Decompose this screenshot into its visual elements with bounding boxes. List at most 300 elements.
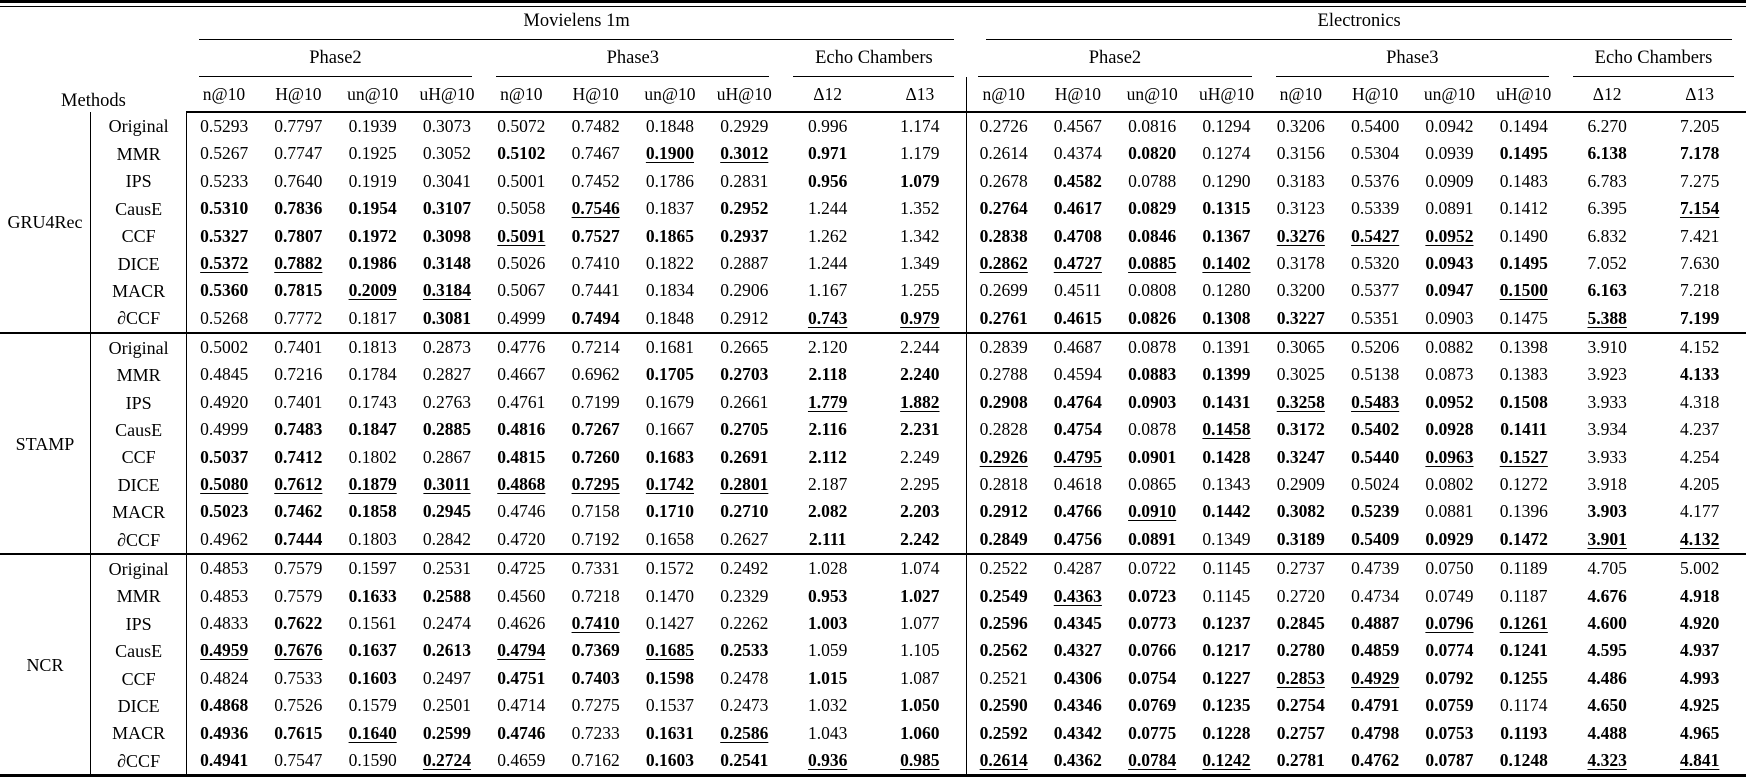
- metric-value-emphasis: 1.015: [807, 667, 848, 688]
- table-cell: [1264, 305, 1338, 333]
- table-cell: 7.052: [1587, 252, 1627, 273]
- table-cell: 0.1490: [1499, 225, 1548, 246]
- metric-value-emphasis: 0.2838: [979, 225, 1028, 246]
- table-cell: [187, 720, 261, 747]
- metric-value-emphasis: 0.971: [807, 143, 848, 164]
- table-cell: 0.7467: [571, 143, 620, 164]
- table-cell: [1041, 444, 1115, 471]
- metric-value-emphasis: 0.1508: [1499, 391, 1548, 412]
- metric-value-emphasis: 0.2845: [1276, 612, 1325, 633]
- table-cell: [707, 416, 781, 443]
- table-cell: 0.4659: [497, 749, 546, 770]
- metric-value-emphasis: 0.1248: [1499, 749, 1548, 770]
- metric-value-emphasis: 0.0929: [1425, 528, 1474, 549]
- metric-value-emphasis: 0.2596: [979, 612, 1028, 633]
- table-cell: 0.2329: [720, 585, 769, 606]
- metric-value-emphasis: 0.0901: [1128, 446, 1177, 467]
- metric-value-emphasis: 0.3107: [422, 198, 472, 219]
- table-cell: [1412, 389, 1486, 416]
- metric-value-emphasis: 0.4936: [200, 722, 249, 743]
- table-cell: 0.2497: [422, 667, 472, 688]
- table-cell: 0.0909: [1425, 170, 1474, 191]
- table-cell: 0.4687: [1041, 333, 1115, 361]
- phase2-header-ml: [187, 40, 484, 77]
- metric-value-emphasis: 4.918: [1679, 585, 1720, 606]
- method-label: CausE: [90, 637, 186, 664]
- table-cell: 0.7579: [274, 585, 323, 606]
- metric-value-emphasis: 4.937: [1679, 640, 1720, 661]
- table-cell: [1041, 583, 1115, 610]
- metric-value-emphasis: 0.1431: [1202, 391, 1251, 412]
- results-table: [0, 7, 1746, 774]
- metric-value-emphasis: 0.5360: [200, 280, 249, 301]
- metric-value-emphasis: 0.4798: [1351, 722, 1400, 743]
- table-cell: [633, 747, 707, 774]
- method-label: ∂CCF: [90, 305, 186, 333]
- metric-value-emphasis: 0.3172: [1276, 419, 1325, 440]
- table-cell: [966, 747, 1040, 774]
- table-cell: [874, 168, 966, 195]
- metric-value-emphasis: 0.5102: [497, 143, 546, 164]
- method-label: MACR: [90, 498, 186, 525]
- table-cell: 0.2665: [707, 333, 781, 361]
- metric-value-emphasis: 0.4582: [1053, 170, 1102, 191]
- table-cell: 0.7797: [274, 115, 323, 136]
- table-cell: [1487, 416, 1561, 443]
- metric-header: uH@10: [1189, 77, 1263, 112]
- table-cell: [558, 665, 632, 692]
- metric-header: Δ13: [1653, 77, 1746, 112]
- table-cell: [966, 692, 1040, 719]
- table-cell: [1561, 583, 1653, 610]
- metric-value-emphasis: 0.7462: [274, 501, 323, 522]
- table-cell: [1115, 720, 1189, 747]
- table-cell: [633, 362, 707, 389]
- metric-value-emphasis: 0.2926: [979, 446, 1028, 467]
- table-cell: [1653, 637, 1746, 664]
- metric-value-emphasis: 0.2780: [1276, 640, 1325, 661]
- table-cell: 0.3206: [1276, 115, 1325, 136]
- table-cell: [1412, 526, 1486, 554]
- table-cell: [1561, 526, 1653, 554]
- method-label: MMR: [90, 140, 186, 167]
- metric-header: n@10: [187, 77, 261, 112]
- table-cell: 0.3065: [1264, 333, 1338, 361]
- table-cell: 0.0891: [1425, 198, 1474, 219]
- table-cell: [1264, 747, 1338, 774]
- metric-header: un@10: [335, 77, 409, 112]
- metric-value-emphasis: 0.4751: [497, 667, 546, 688]
- metric-value-emphasis: 0.0723: [1128, 585, 1177, 606]
- metric-value-emphasis: 0.5409: [1351, 528, 1400, 549]
- metric-value-emphasis: 0.7267: [571, 419, 620, 440]
- table-cell: [1189, 692, 1263, 719]
- table-cell: [1189, 498, 1263, 525]
- table-cell: 0.7640: [274, 170, 323, 191]
- table-cell: 7.218: [1679, 280, 1720, 301]
- table-cell: [1264, 444, 1338, 471]
- table-cell: 0.7233: [571, 722, 620, 743]
- table-cell: 0.4567: [1053, 115, 1102, 136]
- metric-value-emphasis: 0.0952: [1425, 391, 1474, 412]
- table-cell: [1653, 140, 1746, 167]
- table-cell: 0.5058: [497, 198, 546, 219]
- table-cell: [558, 305, 632, 333]
- dataset-movielens-label: Movielens 1m: [199, 11, 955, 40]
- method-label: IPS: [90, 610, 186, 637]
- metric-value-emphasis: 0.4306: [1053, 667, 1102, 688]
- table-cell: 0.2627: [720, 528, 769, 549]
- table-cell: [781, 140, 873, 167]
- metric-value-emphasis: 0.0769: [1128, 695, 1177, 716]
- method-label: MMR: [90, 583, 186, 610]
- table-cell: [1561, 140, 1653, 167]
- metric-value-emphasis: 0.2710: [720, 501, 769, 522]
- table-cell: 0.2873: [410, 333, 484, 361]
- table-cell: 0.5067: [497, 280, 546, 301]
- metric-value-emphasis: 0.0773: [1128, 612, 1177, 633]
- metric-value-emphasis: 0.4727: [1053, 252, 1102, 273]
- table-cell: [335, 277, 409, 304]
- metric-header: uH@10: [1487, 77, 1561, 112]
- table-cell: 0.1145: [1189, 554, 1263, 582]
- table-cell: [966, 583, 1040, 610]
- metric-value-emphasis: 0.7615: [274, 722, 323, 743]
- table-cell: [187, 195, 261, 222]
- metric-value-emphasis: 0.0903: [1128, 391, 1177, 412]
- metric-value-emphasis: 0.4615: [1053, 307, 1102, 328]
- metric-value-emphasis: 0.3189: [1276, 528, 1325, 549]
- metric-value-emphasis: 4.676: [1587, 585, 1627, 606]
- table-cell: [1338, 720, 1412, 747]
- table-cell: [484, 720, 558, 747]
- table-cell: [1115, 692, 1189, 719]
- metric-value-emphasis: 0.5310: [200, 198, 249, 219]
- table-cell: 0.2818: [966, 471, 1040, 498]
- table-cell: 0.7410: [571, 252, 620, 273]
- table-cell: [261, 416, 335, 443]
- metric-value-emphasis: 0.4794: [497, 640, 546, 661]
- table-cell: [261, 720, 335, 747]
- table-cell: [558, 223, 632, 250]
- table-cell: [633, 444, 707, 471]
- table-cell: [966, 720, 1040, 747]
- metric-value-emphasis: 1.779: [807, 391, 848, 412]
- table-cell: [1487, 277, 1561, 304]
- table-cell: 0.1786: [645, 170, 695, 191]
- metric-value-emphasis: 3.901: [1587, 528, 1627, 549]
- table-cell: 0.5320: [1351, 252, 1400, 273]
- table-cell: [1264, 692, 1338, 719]
- table-cell: [484, 444, 558, 471]
- table-cell: 0.7199: [571, 391, 620, 412]
- metric-value-emphasis: 0.5427: [1351, 225, 1400, 246]
- metric-value-emphasis: 0.3012: [720, 143, 769, 164]
- table-cell: [1115, 583, 1189, 610]
- table-cell: [966, 526, 1040, 554]
- table-cell: 0.5138: [1351, 364, 1400, 385]
- model-group-label: GRU4Rec: [0, 112, 90, 333]
- metric-value-emphasis: 4.132: [1679, 528, 1720, 549]
- table-cell: 0.4618: [1053, 474, 1102, 495]
- method-label: CCF: [90, 665, 186, 692]
- table-cell: [781, 665, 873, 692]
- metric-value-emphasis: 7.178: [1679, 143, 1720, 164]
- metric-value-emphasis: 0.0820: [1128, 143, 1177, 164]
- table-cell: 0.1925: [348, 143, 397, 164]
- metric-value-emphasis: 0.4708: [1053, 225, 1102, 246]
- table-cell: [707, 471, 781, 498]
- metric-value-emphasis: 0.1954: [348, 198, 397, 219]
- table-cell: 0.4734: [1351, 585, 1400, 606]
- metric-header: H@10: [261, 77, 335, 112]
- table-cell: [1264, 720, 1338, 747]
- dataset-header-electronics: [966, 7, 1746, 40]
- table-cell: 0.5206: [1338, 333, 1412, 361]
- table-cell: [966, 305, 1040, 333]
- table-cell: [781, 747, 873, 774]
- table-cell: [1189, 305, 1263, 333]
- table-cell: [335, 720, 409, 747]
- method-label: Original: [90, 333, 186, 361]
- table-cell: [707, 223, 781, 250]
- metric-value-emphasis: 0.1495: [1499, 252, 1548, 273]
- table-cell: [1041, 610, 1115, 637]
- metric-value-emphasis: 0.2541: [720, 749, 769, 770]
- table-cell: [781, 305, 873, 333]
- table-cell: [966, 610, 1040, 637]
- table-cell: 4.177: [1679, 501, 1720, 522]
- metric-value-emphasis: 0.4868: [497, 474, 546, 495]
- table-cell: 0.7401: [274, 391, 323, 412]
- table-cell: 0.2473: [720, 695, 769, 716]
- table-cell: [1561, 305, 1653, 333]
- metric-value-emphasis: 0.1631: [645, 722, 695, 743]
- table-cell: 0.7158: [571, 501, 620, 522]
- metric-value-emphasis: 2.082: [807, 501, 848, 522]
- table-cell: [335, 416, 409, 443]
- table-cell: 0.1280: [1202, 280, 1251, 301]
- metric-value-emphasis: 0.0796: [1425, 612, 1474, 633]
- metric-value-emphasis: 0.7260: [571, 446, 620, 467]
- table-cell: [410, 305, 484, 333]
- table-cell: 0.7533: [274, 667, 323, 688]
- table-cell: [1041, 747, 1115, 774]
- table-cell: [707, 195, 781, 222]
- metric-value-emphasis: 0.1705: [645, 364, 695, 385]
- table-cell: [781, 526, 873, 554]
- method-label: IPS: [90, 389, 186, 416]
- table-cell: [1041, 692, 1115, 719]
- table-cell: 0.4560: [497, 585, 546, 606]
- table-cell: [1115, 223, 1189, 250]
- metric-value-emphasis: 4.323: [1587, 749, 1627, 770]
- table-cell: [484, 416, 558, 443]
- table-cell: [187, 692, 261, 719]
- metric-value-emphasis: 0.3247: [1276, 446, 1325, 467]
- metric-value-emphasis: 0.5023: [200, 501, 249, 522]
- table-cell: [1264, 498, 1338, 525]
- table-cell: [484, 665, 558, 692]
- table-cell: 0.4853: [187, 554, 261, 582]
- table-cell: [1115, 610, 1189, 637]
- table-cell: [261, 223, 335, 250]
- table-cell: [187, 747, 261, 774]
- table-cell: 0.1483: [1499, 170, 1548, 191]
- table-cell: [410, 195, 484, 222]
- metric-value-emphasis: 0.7412: [274, 446, 323, 467]
- table-cell: [781, 444, 873, 471]
- table-cell: 0.7275: [571, 695, 620, 716]
- header-row-datasets: [0, 7, 1746, 40]
- metric-value-emphasis: 7.154: [1679, 198, 1720, 219]
- table-cell: [1653, 362, 1746, 389]
- table-cell: 0.4962: [200, 528, 249, 549]
- table-cell: [1561, 720, 1653, 747]
- metric-value-emphasis: 0.1261: [1499, 612, 1548, 633]
- metric-value-emphasis: 0.3098: [422, 225, 472, 246]
- table-cell: 0.4776: [484, 333, 558, 361]
- table-cell: 1.174: [900, 115, 940, 136]
- phase2-header-el: [966, 40, 1263, 77]
- table-cell: [484, 637, 558, 664]
- metric-value-emphasis: 4.595: [1587, 640, 1627, 661]
- table-cell: [1653, 747, 1746, 774]
- table-cell: 0.7452: [571, 170, 620, 191]
- echo-chambers-header-ml: [781, 40, 966, 77]
- table-cell: 0.4667: [497, 364, 546, 385]
- table-cell: 3.934: [1587, 419, 1627, 440]
- table-cell: 0.4374: [1053, 143, 1102, 164]
- table-cell: [1115, 305, 1189, 333]
- metric-value-emphasis: 0.4764: [1053, 391, 1102, 412]
- table-cell: [1115, 140, 1189, 167]
- metric-value-emphasis: 0.5440: [1351, 446, 1400, 467]
- table-cell: 0.7218: [571, 585, 620, 606]
- metric-value-emphasis: 0.7410: [571, 612, 620, 633]
- table-cell: [1264, 416, 1338, 443]
- table-cell: 0.1383: [1499, 364, 1548, 385]
- metric-value-emphasis: 0.5037: [200, 446, 249, 467]
- metric-value-emphasis: 0.7444: [274, 528, 323, 549]
- table-cell: [1338, 637, 1412, 664]
- metric-value-emphasis: 0.7483: [274, 419, 323, 440]
- dataset-header-movielens: [187, 7, 967, 40]
- metric-value-emphasis: 0.1847: [348, 419, 397, 440]
- method-label: DICE: [90, 471, 186, 498]
- table-cell: [707, 444, 781, 471]
- table-cell: [781, 416, 873, 443]
- metric-value-emphasis: 0.2703: [720, 364, 769, 385]
- metric-value-emphasis: 0.4815: [497, 446, 546, 467]
- metric-value-emphasis: 0.2912: [979, 501, 1028, 522]
- table-cell: [707, 140, 781, 167]
- table-cell: 0.2661: [720, 391, 769, 412]
- metric-value-emphasis: 0.0775: [1128, 722, 1177, 743]
- metric-value-emphasis: 0.1428: [1202, 446, 1251, 467]
- table-cell: [1041, 665, 1115, 692]
- metric-value-emphasis: 0.2945: [422, 501, 472, 522]
- table-cell: 0.4761: [497, 391, 546, 412]
- table-cell: 0.2726: [966, 112, 1040, 140]
- table-cell: 0.1803: [348, 528, 397, 549]
- table-cell: 0.6962: [571, 364, 620, 385]
- table-cell: 0.7772: [274, 307, 323, 328]
- table-cell: [1338, 498, 1412, 525]
- table-cell: 0.3183: [1276, 170, 1325, 191]
- table-cell: 7.275: [1679, 170, 1720, 191]
- metric-value-emphasis: 0.2801: [720, 474, 769, 495]
- table-cell: 0.1813: [335, 333, 409, 361]
- table-cell: 4.318: [1679, 391, 1720, 412]
- metric-value-emphasis: 4.965: [1679, 722, 1720, 743]
- table-cell: [1338, 665, 1412, 692]
- table-cell: [261, 471, 335, 498]
- table-cell: [1487, 444, 1561, 471]
- table-cell: 0.7441: [571, 280, 620, 301]
- table-cell: 0.0816: [1128, 115, 1177, 136]
- table-cell: [1264, 610, 1338, 637]
- table-cell: [1338, 747, 1412, 774]
- metric-value-emphasis: 0.1255: [1499, 667, 1548, 688]
- table-cell: [781, 168, 873, 195]
- metric-value-emphasis: 0.953: [807, 585, 848, 606]
- table-cell: [781, 583, 873, 610]
- metric-value-emphasis: 2.203: [900, 501, 940, 522]
- table-cell: 1.352: [900, 198, 940, 219]
- metric-value-emphasis: 0.1411: [1500, 419, 1548, 440]
- table-cell: 0.2678: [966, 168, 1040, 195]
- table-cell: [261, 637, 335, 664]
- method-label: CausE: [90, 416, 186, 443]
- table-cell: 0.5024: [1351, 474, 1400, 495]
- table-row: [0, 692, 1746, 719]
- table-cell: [558, 471, 632, 498]
- metric-value-emphasis: 0.4754: [1053, 419, 1102, 440]
- table-cell: [1653, 692, 1746, 719]
- metric-value-emphasis: 0.5327: [200, 225, 249, 246]
- table-cell: 0.2614: [966, 140, 1040, 167]
- metric-value-emphasis: 0.1603: [645, 749, 695, 770]
- table-cell: 0.1681: [633, 333, 707, 361]
- table-cell: [558, 444, 632, 471]
- table-cell: [1264, 665, 1338, 692]
- table-cell: 0.1189: [1487, 554, 1561, 582]
- metric-value-emphasis: 0.2761: [979, 307, 1028, 328]
- table-cell: [966, 223, 1040, 250]
- table-cell: 0.1658: [645, 528, 695, 549]
- table-cell: [1189, 444, 1263, 471]
- table-cell: [1561, 277, 1653, 304]
- metric-value-emphasis: 0.0829: [1128, 198, 1177, 219]
- method-label: MACR: [90, 277, 186, 304]
- metric-value-emphasis: 0.4346: [1053, 695, 1102, 716]
- metric-value-emphasis: 0.7369: [571, 640, 620, 661]
- table-cell: 7.205: [1679, 115, 1720, 136]
- model-group-label: NCR: [0, 554, 90, 774]
- table-cell: 0.2909: [1276, 474, 1325, 495]
- metric-header: Δ13: [874, 77, 966, 112]
- metric-value-emphasis: 0.1603: [348, 667, 397, 688]
- table-row: [0, 471, 1746, 498]
- metric-value-emphasis: 0.1242: [1202, 749, 1251, 770]
- metric-value-emphasis: 0.3184: [422, 280, 472, 301]
- table-cell: 0.1743: [348, 391, 397, 412]
- table-cell: 0.1667: [645, 419, 695, 440]
- table-cell: [874, 526, 966, 554]
- metric-value-emphasis: 0.0759: [1425, 695, 1474, 716]
- table-cell: 0.7482: [571, 115, 620, 136]
